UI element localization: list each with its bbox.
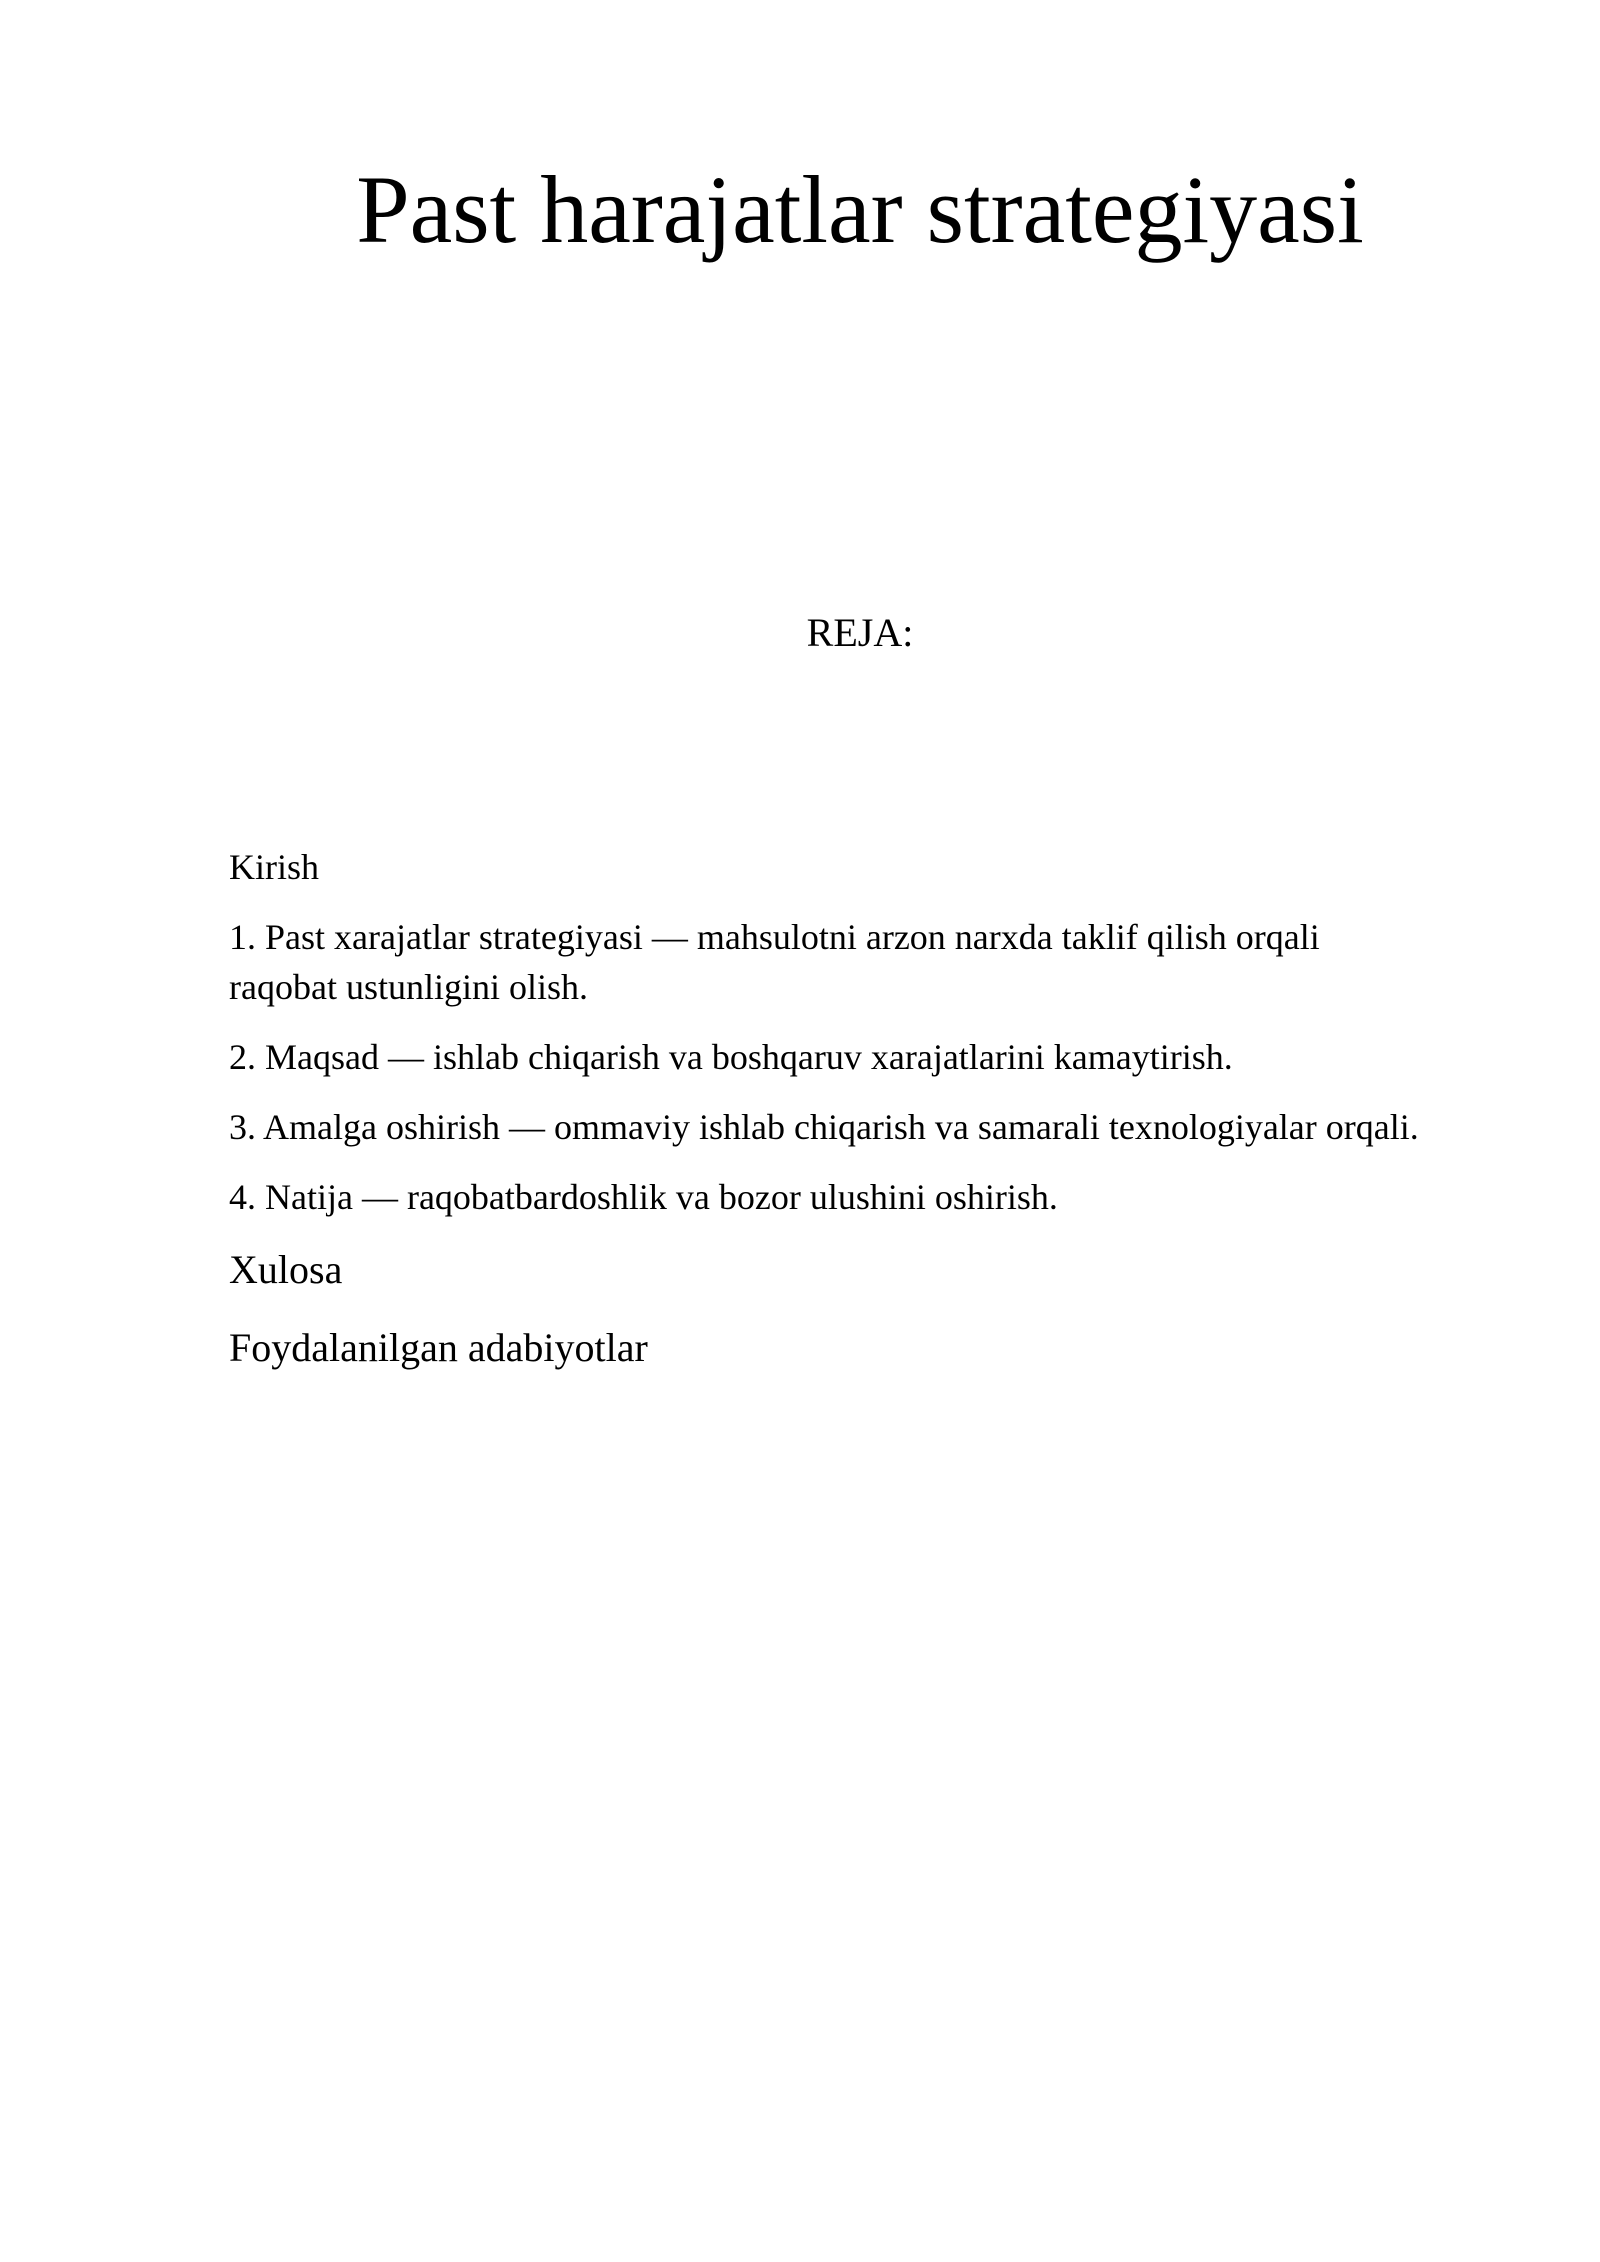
conclusion-item: Xulosa bbox=[229, 1247, 343, 1292]
plan-heading: REJA: bbox=[806, 610, 914, 655]
intro-item: Kirish bbox=[229, 847, 319, 887]
plan-item-2: 2. Maqsad — ishlab chiqarish va boshqaruv xarajatlarini kamaytirish. bbox=[229, 1037, 1233, 1077]
plan-item-4: 4. Natija — raqobatbardoshlik va bozor ulushini oshirish. bbox=[229, 1177, 1058, 1217]
document-title: Past harajatlar strategiyasi bbox=[356, 156, 1364, 263]
plan-item-1: 1. Past xarajatlar strategiyasi — mahsulotni arzon narxda taklif qilish orqali raqobat ustunligini olish. bbox=[229, 917, 1320, 1007]
plan-list bbox=[229, 842, 1529, 1376]
references-item: Foydalanilgan adabiyotlar bbox=[229, 1325, 648, 1370]
plan-item-3: 3. Amalga oshirish — ommaviy ishlab chiqarish va samarali texnologiyalar orqali. bbox=[229, 1107, 1419, 1147]
